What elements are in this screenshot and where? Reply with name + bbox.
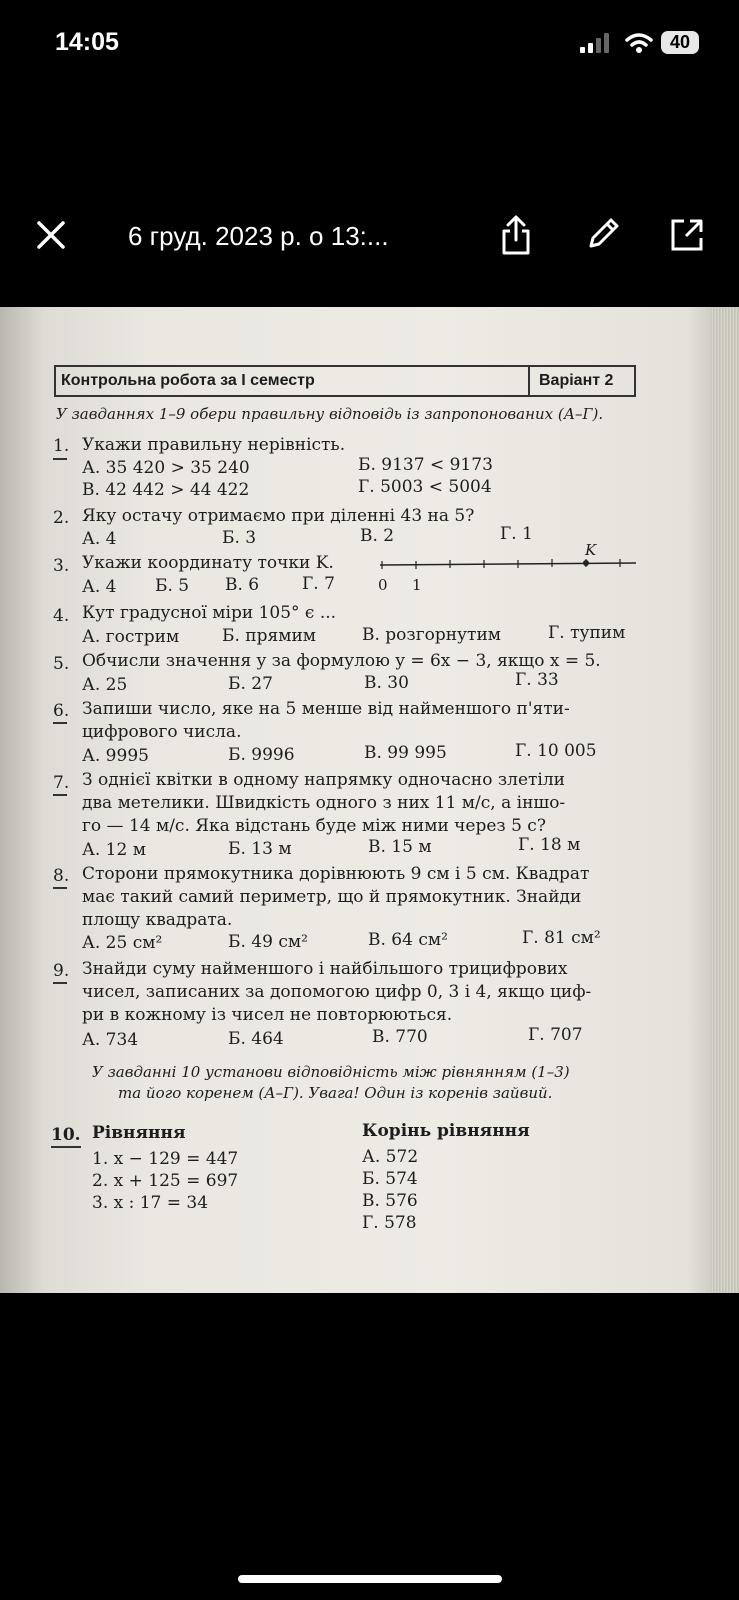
q2-option-d: Г. 1 [500, 524, 533, 544]
q7-option-a: А. 12 м [82, 840, 146, 860]
q6-number: 6. [53, 701, 70, 721]
q9-option-a: А. 734 [82, 1030, 139, 1050]
clock: 14:05 [55, 28, 119, 56]
q8-underline [53, 887, 67, 889]
q3-text: Укажи координату точки K. [82, 553, 334, 573]
q1-option-c: В. 42 442 > 44 422 [82, 480, 250, 500]
q1-number: 1. [53, 436, 70, 456]
q9-text-line2: чисел, записаних за допомогою цифр 0, 3 і 4, якщо циф- [82, 982, 592, 1002]
instructions-2-line1: У завданні 10 установи відповідність між рівнянням (1–3) [92, 1063, 570, 1081]
number-line-zero: 0 [378, 576, 388, 594]
q10-root-c: В. 576 [362, 1191, 418, 1211]
q6-option-c: В. 99 995 [364, 743, 447, 763]
q3-option-a: А. 4 [82, 577, 117, 597]
q4-option-b: Б. прямим [222, 626, 317, 646]
instructions-1: У завданнях 1–9 обери правильну відповідь із запропонованих (А–Г). [56, 405, 604, 423]
q6-underline [53, 722, 67, 724]
q3-option-d: Г. 7 [302, 574, 335, 594]
q4-option-a: А. гострим [82, 627, 180, 647]
q7-text-line1: З однієї квітки в одному напрямку одночасно злетіли [82, 770, 565, 790]
test-title: Контрольна робота за I семестр [61, 372, 315, 389]
q8-text-line2: має такий самий периметр, що й прямокутник. Знайди [82, 887, 582, 907]
q10-equations-heading: Рівняння [92, 1123, 186, 1143]
share-icon[interactable] [500, 214, 532, 256]
q4-number: 4. [53, 606, 70, 626]
battery-indicator: 40 [661, 31, 699, 54]
q8-option-c: В. 64 см² [368, 930, 448, 950]
q7-option-d: Г. 18 м [518, 835, 581, 855]
q1-option-a: А. 35 420 > 35 240 [82, 458, 250, 478]
signal-icon [580, 32, 616, 54]
q9-option-c: В. 770 [372, 1027, 428, 1047]
q3-option-b: Б. 5 [155, 576, 190, 596]
home-indicator[interactable] [238, 1575, 502, 1583]
q10-equation-2: 2. x + 125 = 697 [92, 1171, 239, 1191]
q7-text-line2: два метелики. Швидкість одного з них 11 м/с, а іншо- [82, 793, 566, 813]
q1-option-b: Б. 9137 < 9173 [358, 455, 493, 475]
close-icon[interactable] [34, 218, 68, 252]
q10-equation-1: 1. x − 129 = 447 [92, 1149, 239, 1169]
q6-text-line2: цифрового числа. [82, 722, 242, 742]
q7-option-b: Б. 13 м [228, 839, 292, 859]
q5-text: Обчисли значення y за формулою y = 6x − 3, якщо x = 5. [82, 651, 601, 671]
number-line [378, 557, 640, 573]
q9-text-line1: Знайди суму найменшого і найбільшого трицифрових [82, 959, 568, 979]
q10-root-a: А. 572 [362, 1147, 419, 1167]
q10-underline [51, 1146, 81, 1148]
q3-number: 3. [53, 556, 70, 576]
q10-roots-heading: Корінь рівняння [362, 1121, 530, 1141]
q1-option-d: Г. 5003 < 5004 [358, 477, 492, 497]
q2-option-b: Б. 3 [222, 528, 257, 548]
q9-option-b: Б. 464 [228, 1029, 284, 1049]
q7-text-line3: го — 14 м/с. Яка відстань буде між ними через 5 с? [82, 816, 546, 836]
q6-option-b: Б. 9996 [228, 745, 295, 765]
q7-option-c: В. 15 м [368, 837, 432, 857]
q1-text: Укажи правильну нерівність. [82, 435, 346, 455]
q5-number: 5. [53, 654, 70, 674]
q2-option-c: В. 2 [360, 526, 395, 546]
q3-option-c: В. 6 [225, 575, 260, 595]
photo-toolbar [0, 100, 739, 251]
worksheet-photo [0, 307, 739, 1293]
q5-option-d: Г. 33 [515, 670, 559, 690]
q9-text-line3: ри в кожному із чисел не повторюються. [82, 1005, 453, 1025]
q10-root-b: Б. 574 [362, 1169, 418, 1189]
q7-number: 7. [53, 773, 70, 793]
q8-text-line3: площу квадрата. [82, 910, 233, 930]
q8-option-b: Б. 49 см² [228, 932, 308, 952]
q8-option-d: Г. 81 см² [522, 928, 601, 948]
q10-number: 10. [51, 1125, 81, 1145]
q5-option-c: В. 30 [364, 673, 409, 693]
q6-option-d: Г. 10 005 [515, 741, 597, 761]
q8-number: 8. [53, 866, 70, 886]
q2-number: 2. [53, 508, 70, 528]
q6-text-line1: Запиши число, яке на 5 менше від найменшого п'яти- [82, 699, 570, 719]
q10-root-d: Г. 578 [362, 1213, 417, 1233]
edit-icon[interactable] [585, 216, 621, 252]
q5-option-b: Б. 27 [228, 674, 273, 694]
wifi-icon [625, 32, 653, 54]
q2-text: Яку остачу отримаємо при діленні 43 на 5? [82, 506, 475, 526]
q8-text-line1: Сторони прямокутника дорівнюють 9 см і 5 см. Квадрат [82, 864, 590, 884]
q4-text: Кут градусної міри 105° є ... [82, 603, 337, 623]
q2-option-a: А. 4 [82, 529, 117, 549]
number-line-one: 1 [412, 576, 422, 594]
number-line-point-k: K [585, 541, 597, 559]
status-bar [0, 0, 739, 90]
q9-underline [53, 982, 67, 984]
q6-option-a: А. 9995 [82, 746, 149, 766]
photo-title: 6 груд. 2023 р. о 13:... [128, 221, 389, 251]
test-header-box [54, 365, 636, 397]
q1-underline [53, 458, 67, 460]
page-edge [711, 307, 739, 1293]
q4-option-c: В. розгорнутим [362, 625, 502, 645]
q7-underline [53, 794, 67, 796]
q10-equation-3: 3. x : 17 = 34 [92, 1193, 209, 1213]
variant-box [528, 367, 634, 395]
q9-option-d: Г. 707 [528, 1025, 583, 1045]
variant-label: Варіант 2 [539, 372, 614, 389]
q8-option-a: А. 25 см² [82, 933, 163, 953]
open-external-icon[interactable] [670, 218, 704, 252]
q5-option-a: А. 25 [82, 675, 128, 695]
q4-option-d: Г. тупим [548, 623, 626, 643]
q9-number: 9. [53, 961, 70, 981]
instructions-2-line2: та його коренем (А–Г). Увага! Один із коренів зайвий. [118, 1084, 553, 1102]
